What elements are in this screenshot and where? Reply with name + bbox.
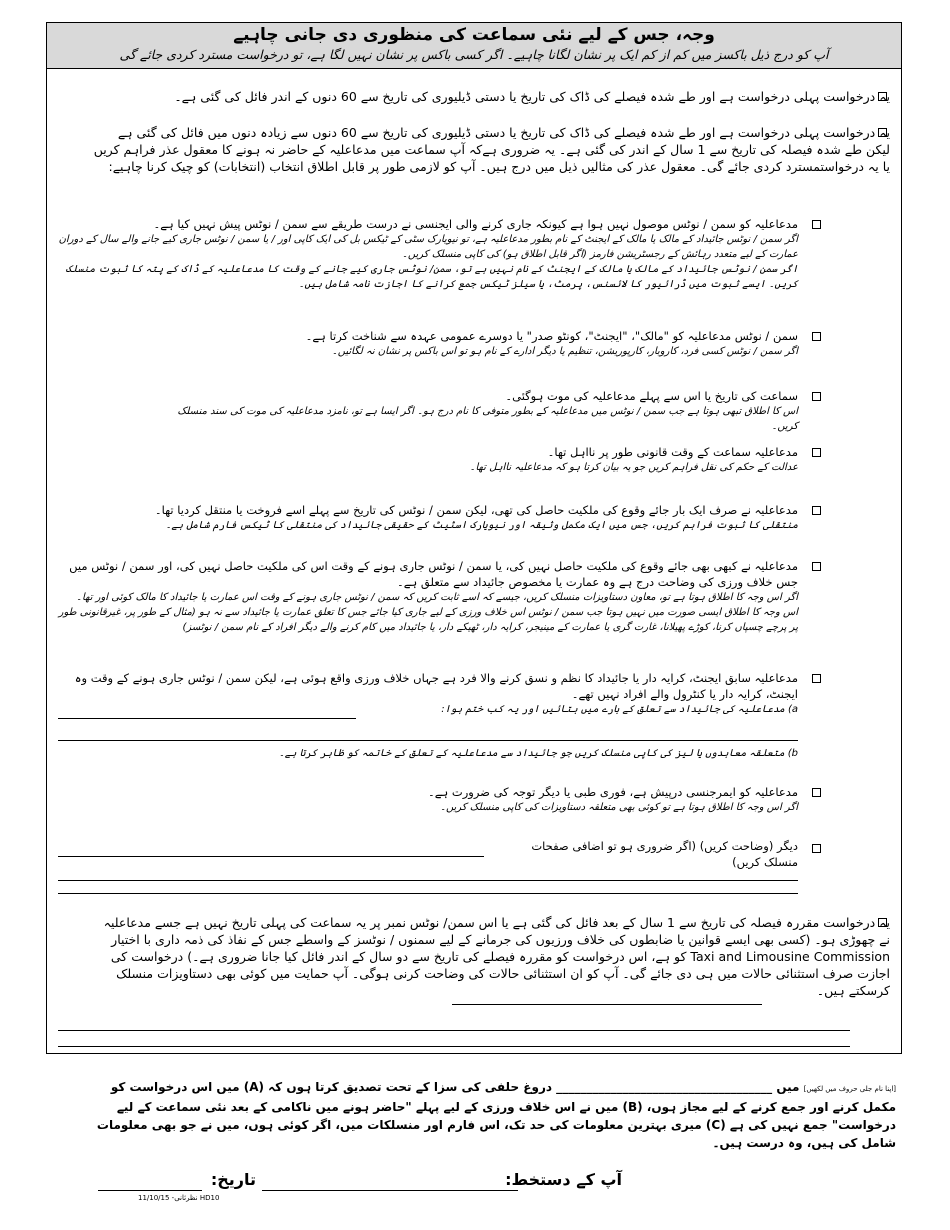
reason-generic-designation <box>238 328 798 359</box>
reasons-section <box>46 22 902 1054</box>
exceptional-circumstances-line-3[interactable] <box>58 1046 850 1047</box>
reason-former-agent <box>58 670 798 717</box>
first-request-60-days-text: یہ درخواست پہلی درخواست ہے اور طے شدہ فیصلے کی ڈاک کی تاریخ یا دستی ڈیلیوری کی تاریخ سے 60 دنوں کے اندر فائل کی گئی ہے۔ <box>174 89 890 104</box>
reason-emergency <box>158 784 798 815</box>
other-explanation-line-2[interactable] <box>58 880 798 881</box>
reason-other-checkbox[interactable] <box>812 844 821 853</box>
reason-text: مدعاعلیہ سماعت کے وقت قانونی طور پر نااہل تھا۔ <box>547 445 798 459</box>
section-title: وجہ، جس کے لیے نئی سماعت کی منظوری دی جانی چاہیے <box>233 25 715 45</box>
reason-note: منتقلی کا ثبوت فراہم کریں، جس میں ایک مکمل وثیقہ اور نیویارک اسٹیٹ کے حقیقی جائیداد کی منتقلی کا ٹیکس فارم شامل ہے۔ <box>165 520 798 531</box>
reason-former-agent-checkbox[interactable] <box>812 674 821 683</box>
reason-note: اگر سمن / نوٹس کسی فرد، کاروبار، کارپوریشن، تنظیم یا دیگر ادارے کے نام ہو تو اس باکس پر نشان نہ لگائیں۔ <box>331 346 798 357</box>
other-explanation-line[interactable] <box>58 856 484 857</box>
reason-other-text: دیگر (وضاحت کریں) (اگر ضروری ہو تو اضافی صفحات منسلک کریں) <box>531 839 798 869</box>
reason-note: اس کا اطلاق تبھی ہوتا ہے جب سمن / نوٹس میں مدعاعلیہ کے بطور متوفی کا نام درج ہو۔ اگر ایسا ہے تو، نامزد مدعاعلیہ کی موت کی سند منسلک کریں۔ <box>177 406 798 432</box>
reason-generic-designation-checkbox[interactable] <box>812 332 821 341</box>
section-header <box>47 23 901 69</box>
reason-text: مدعاعلیہ نے صرف ایک بار جائے وقوع کی ملکیت حاصل کی تھی، لیکن سمن / نوٹس کی تاریخ سے پہلے اسے فروخت یا منتقل کردیا تھا۔ <box>154 503 798 517</box>
reason-not-served <box>58 216 798 292</box>
reason-note: اس وجہ کا اطلاق ایسی صورت میں نہیں ہوتا جب سمن / نوٹس اس خلاف ورزی کے لیے جاری کیا جائے جس کا تعلق عمارت یا جائیداد سے نہ ہو (مثال کے طور پر، غیرقانونی طور پر پرچے چسپاں کرنا، کوڑے پھیلانا، غارت گری یا عمارت کے مینیجر، کرایہ دار، ٹھیکے دار، یا جائیداد میں کام کرنے والے دیگر افراد کے نام سمن / نوٹسز) <box>58 607 798 633</box>
certification-text: میں ____________________________________ دروغ حلفی کی سزا کے تحت تصدیق کرتا ہوں کہ (A) میں اس درخواست کو مکمل کرنے اور جمع کرنے کے لیے مجاز ہوں، (B) میں نے اس خلاف ورزی کے لیے پہلے "حاضر ہونے میں ناکامی کے بعد نئی سماعت کے لیے درخواست" جمع نہیں کی ہے (C) میری بہترین معلومات کی حد تک، اس فارم اور منسلکات میں، اگر کوئی ہوں، میں نے جو بھی معلومات شامل کی ہیں، وہ درست ہیں۔ <box>96 1080 896 1150</box>
other-explanation-line-3[interactable] <box>58 893 798 894</box>
reason-text: مدعاعلیہ سابق ایجنٹ، کرایہ دار یا جائیداد کا نظم و نسق کرنے والا فرد ہے جہاں خلاف ورزی واقع ہوئی ہے، لیکن سمن / نوٹس جاری ہونے کے وقت وہ ایجنٹ، کرایہ دار یا کنٹرول والے افراد نہیں تھے۔ <box>74 671 798 701</box>
relationship-input-line-2[interactable] <box>58 740 798 741</box>
section-instruction: آپ کو درج ذیل باکسز میں کم از کم ایک پر نشان لگانا چاہیے۔ اگر کسی باکس پر نشان نہیں لگا ہے، تو درخواست مسترد کردی جائے گی <box>119 47 829 62</box>
reason-note: اگر سمن / نوٹس جائیداد کے مالک یا مالک کے ایجنٹ کے نام بطور مدعاعلیہ ہے، تو نیویارک سٹی کے ٹیکس بل کی ایک کاپی اور / یا سمن / نوٹس جاری کیے جانے والے سال کے دوران عمارت کے لیے متعدد رہائش کے رجسٹریشن فارمز (اگر قابل اطلاق ہو) کی کاپی منسلک کریں۔ <box>58 234 798 260</box>
certification <box>90 1078 896 1152</box>
reason-text: مدعاعلیہ کو ایمرجنسی درپیش ہے، فوری طبی یا دیگر توجہ کی ضرورت ہے۔ <box>428 785 798 799</box>
after-1-year-text: یہ درخواست مقررہ فیصلہ کی تاریخ سے 1 سال کے بعد فائل کی گئی ہے یا اس سمن/ نوٹس نمبر پر یہ سماعت کی پہلی تاریخ نہیں ہے جسے مدعاعلیہ نے چھوڑی ہو۔ (کسی بھی ایسے قوانین یا ضابطوں کی خلاف ورزیوں کی جرمانے کے لیے سمنوں / نوٹسز کے واسطے جس کے نفاذ کی ذمہ داری با اختیار Taxi and Limousine Commission کو ہے، اس درخواست کو مقررہ فیصلے کی تاریخ سے دو سال کے اندر فائل کیا جانا ضروری ہے۔) درخواست کی اجازت صرف استثنائی حالات میں ہی دی جائے گی۔ آپ کو ان استثنائی حالات کی وضاحت کرنی ہوگی۔ آپ حمایت میں کوئی بھی دستاویزات منسلک کرسکتے ہیں۔ <box>103 915 890 998</box>
reason-note: a) مدعاعلیہ کی جائیداد سے تعلق کے بارے میں بتائیں اور یہ کب ختم ہوا: <box>441 704 798 715</box>
reason-deceased-checkbox[interactable] <box>812 392 821 401</box>
first-request-1-year-text: یہ درخواست پہلی درخواست ہے اور طے شدہ فیصلے کی ڈاک کی تاریخ یا دستی ڈیلیوری کی تاریخ سے 60 دنوں سے زیادہ دنوں میں فائل کی گئی ہے لیکن طے شدہ فیصلہ کی تاریخ سے 1 سال کے اندر کی گئی ہے۔ یہ ضروری ہےکہ آپ سماعت میں مدعاعلیہ کے حاضر نہ ہونے کا معقول عذر فراہم کریں یا یہ درخواستمسترد کردی جائے گی۔ معقول عذر کی مثالیں ذیل میں درج ہیں۔ آپ کو لازمی طور پر قابل اطلاق انتخاب (انتخابات) کو چیک کرنا چاہیے: <box>93 125 890 174</box>
date-field[interactable] <box>98 1190 202 1191</box>
reason-emergency-checkbox[interactable] <box>812 788 821 797</box>
reason-note: اگر اس وجہ کا اطلاق ہوتا ہے تو کوئی بھی متعلقہ دستاویزات کی کاپی منسلک کریں۔ <box>440 802 798 813</box>
exceptional-circumstances-line[interactable] <box>452 1004 762 1005</box>
signature-field[interactable] <box>262 1190 518 1191</box>
reason-transferred <box>58 502 798 533</box>
reason-text: مدعاعلیہ کو سمن / نوٹس موصول نہیں ہوا ہے کیونکہ جاری کرنے والی ایجنسی نے درست طریقے سے سمن / نوٹس پیش نہیں کیا ہے۔ <box>153 217 798 231</box>
reason-never-owned <box>58 558 798 635</box>
reason-never-owned-checkbox[interactable] <box>812 562 821 571</box>
reason-text: سمن / نوٹس مدعاعلیہ کو "مالک"، "ایجنٹ"، کونٹو صدر" یا دوسرے عمومی عہدہ سے شناخت کرتا ہے۔ <box>305 329 798 343</box>
reason-incompetent <box>158 444 798 475</box>
reason-transferred-checkbox[interactable] <box>812 506 821 515</box>
relationship-input-line[interactable] <box>58 718 356 719</box>
exceptional-circumstances-line-2[interactable] <box>58 1030 850 1031</box>
reason-note: عدالت کے حکم کی نقل فراہم کریں جو یہ بیان کرتا ہو کہ مدعاعلیہ نااہل تھا۔ <box>469 462 798 473</box>
reason-note: اگر سمن / نوٹس جائیداد کے مالک یا مالک کے ایجنٹ کے نام نہیں ہے تو، سمن/ نوٹس جاری کیے جانے کے وقت کا مدعاعلیہ کے ڈاک کے پتہ کا ثبوت منسلک کریں۔ ایسے ثبوت میں ڈرائیور کا لائسنس، پرمٹ، یا سیلز ٹیکس جمع کرانے کا اجازت نامہ شامل ہیں۔ <box>65 264 798 290</box>
reason-text: مدعاعلیہ نے کبھی بھی جائے وقوع کی ملکیت حاصل نہیں کی، یا سمن / نوٹس جاری ہونے کے وقت اس کی ملکیت حاصل نہیں کی، اور سمن / نوٹس میں جس خلاف ورزی کی وضاحت درج ہے وہ عمارت یا مخصوص جائیداد سے متعلق ہے۔ <box>69 559 798 589</box>
reason-incompetent-checkbox[interactable] <box>812 448 821 457</box>
reason-deceased <box>158 388 798 434</box>
date-label: تاریخ: <box>210 1170 256 1189</box>
reason-note: b) متعلقہ معاہدوں یا لیز کی کاپی منسلک کریں جو جائیداد سے مدعاعلیہ کے تعلق کے خاتمہ کو ظاہر کرتا ہے۔ <box>278 748 798 759</box>
name-hint: [اپنا نام جلی حروف میں لکھیں] <box>803 1085 896 1093</box>
signature-label: آپ کے دستخط: <box>505 1170 622 1189</box>
reason-note: اگر اس وجہ کا اطلاق ہوتا ہے تو، معاون دستاویزات منسلک کریں، جیسے کہ اسے ثابت کریں کہ سمن / نوٹس جاری ہونے کے وقت اس عمارت یا جائیداد کا مالک کوئی اور تھا۔ <box>76 592 798 603</box>
reason-not-served-checkbox[interactable] <box>812 220 821 229</box>
reason-text: سماعت کی تاریخ یا اس سے پہلے مدعاعلیہ کی موت ہوگئی۔ <box>505 389 798 403</box>
form-id: HD10 نظرثانی- 11/10/15 <box>138 1194 220 1202</box>
